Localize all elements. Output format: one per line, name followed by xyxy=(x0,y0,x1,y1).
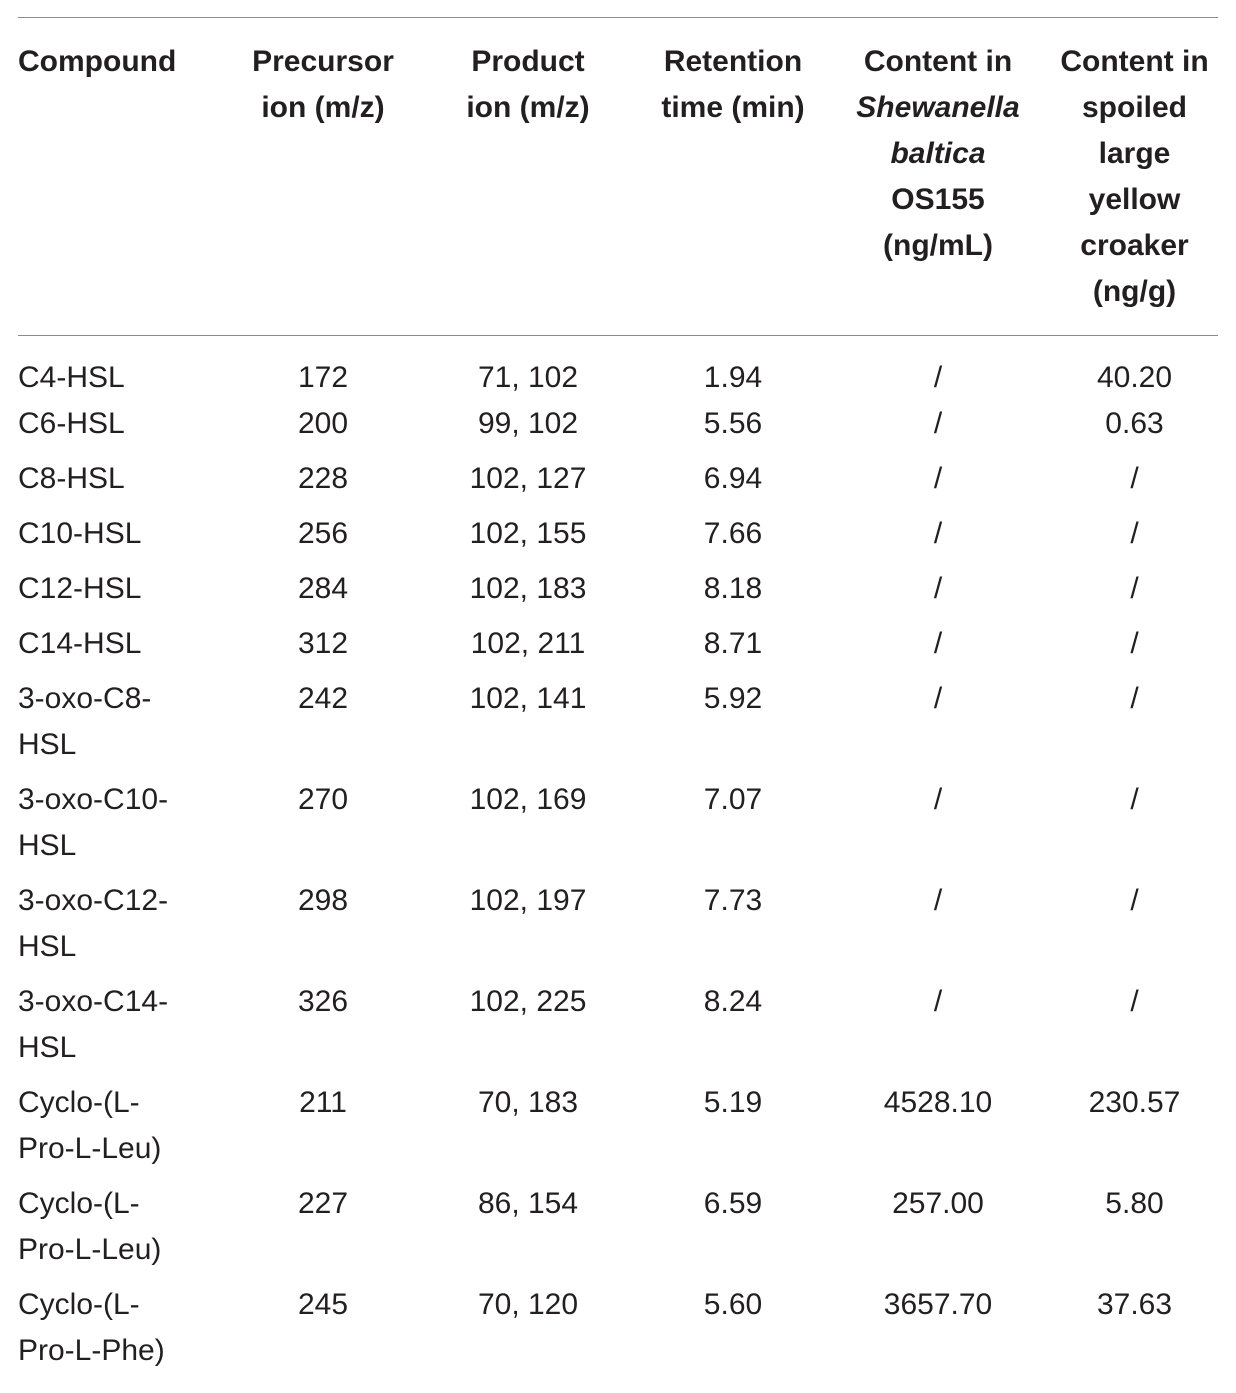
cell-content-shewanella: / xyxy=(933,462,943,495)
cell-product-ion: 102, 169 xyxy=(469,783,587,816)
cell-content-shewanella: / xyxy=(933,783,943,816)
cell-content-shewanella: / xyxy=(933,572,943,605)
cell-retention-time: 8.71 xyxy=(703,627,763,660)
cell-content-shewanella: / xyxy=(933,627,943,660)
cell-content-croaker: / xyxy=(1130,627,1139,660)
cell-product-ion: 102, 197 xyxy=(469,884,587,917)
cell-compound: Cyclo-(L- Pro-L-Leu) xyxy=(18,1187,162,1266)
cell-product-ion: 86, 154 xyxy=(477,1187,579,1220)
table-header xyxy=(18,18,1218,336)
cell-retention-time: 6.59 xyxy=(703,1187,763,1220)
cell-precursor-ion: 242 xyxy=(297,682,349,715)
compound-table xyxy=(18,17,1218,1383)
cell-content-shewanella: / xyxy=(933,985,943,1018)
cell-product-ion: 99, 102 xyxy=(477,407,579,440)
cell-content-croaker: / xyxy=(1130,517,1139,550)
cell-product-ion: 102, 141 xyxy=(469,682,587,715)
cell-product-ion: 70, 120 xyxy=(477,1288,579,1321)
cell-retention-time: 7.73 xyxy=(703,884,763,917)
table-row xyxy=(18,1282,1218,1383)
cell-content-shewanella: / xyxy=(933,517,943,550)
cell-retention-time: 6.94 xyxy=(703,462,763,495)
cell-content-croaker: 40.20 xyxy=(1096,361,1173,394)
cell-content-croaker: / xyxy=(1130,682,1139,715)
cell-retention-time: 7.66 xyxy=(703,517,763,550)
cell-compound: 3-oxo-C8- HSL xyxy=(18,682,152,761)
cell-compound: 3-oxo-C14- HSL xyxy=(18,985,169,1064)
cell-content-croaker: / xyxy=(1130,884,1139,917)
cell-precursor-ion: 228 xyxy=(297,462,349,495)
cell-product-ion: 102, 183 xyxy=(469,572,587,605)
cell-retention-time: 7.07 xyxy=(703,783,763,816)
table-row xyxy=(18,566,1218,621)
header-precursor-ion: Precursor ion (m/z) xyxy=(252,45,394,124)
cell-retention-time: 5.92 xyxy=(703,682,763,715)
cell-compound: C6-HSL xyxy=(18,407,125,440)
cell-content-croaker: / xyxy=(1130,572,1139,605)
table-row xyxy=(18,401,1218,456)
cell-precursor-ion: 256 xyxy=(297,517,349,550)
table-row xyxy=(18,777,1218,878)
cell-retention-time: 5.19 xyxy=(703,1086,763,1119)
cell-compound: 3-oxo-C12- HSL xyxy=(18,884,169,963)
header-compound: Compound xyxy=(18,45,177,78)
header-row xyxy=(18,18,1218,336)
cell-compound: C8-HSL xyxy=(18,462,125,495)
cell-content-shewanella: / xyxy=(933,682,943,715)
table-row xyxy=(18,878,1218,979)
cell-compound: Cyclo-(L- Pro-L-Phe) xyxy=(18,1288,165,1367)
header-content-shewanella: Content in Shewanella baltica OS155 (ng/mL) xyxy=(856,45,1020,262)
header-retention-time: Retention time (min) xyxy=(661,45,805,124)
cell-content-croaker: 5.80 xyxy=(1105,1187,1164,1220)
table-row xyxy=(18,676,1218,777)
cell-retention-time: 8.18 xyxy=(703,572,763,605)
cell-compound: Cyclo-(L- Pro-L-Leu) xyxy=(18,1086,162,1165)
cell-precursor-ion: 200 xyxy=(297,407,349,440)
cell-content-croaker: 230.57 xyxy=(1088,1086,1181,1119)
cell-content-shewanella: 257.00 xyxy=(892,1187,984,1220)
table-row xyxy=(18,1181,1218,1282)
header-product-ion: Product ion (m/z) xyxy=(466,45,590,124)
data-table-container xyxy=(18,17,1218,1383)
cell-precursor-ion: 284 xyxy=(297,572,349,605)
cell-product-ion: 102, 155 xyxy=(469,517,587,550)
table-row xyxy=(18,336,1218,402)
cell-content-croaker: / xyxy=(1130,985,1139,1018)
cell-retention-time: 8.24 xyxy=(703,985,763,1018)
cell-precursor-ion: 172 xyxy=(297,361,349,394)
table-row xyxy=(18,511,1218,566)
cell-content-shewanella: / xyxy=(933,361,943,394)
cell-precursor-ion: 245 xyxy=(297,1288,349,1321)
cell-product-ion: 71, 102 xyxy=(477,361,579,394)
cell-retention-time: 1.94 xyxy=(703,361,763,394)
cell-product-ion: 102, 225 xyxy=(469,985,587,1018)
cell-precursor-ion: 227 xyxy=(297,1187,349,1220)
cell-content-shewanella: / xyxy=(933,407,943,440)
cell-content-croaker: / xyxy=(1130,462,1139,495)
cell-retention-time: 5.60 xyxy=(703,1288,763,1321)
cell-compound: C14-HSL xyxy=(18,627,142,660)
cell-precursor-ion: 270 xyxy=(297,783,349,816)
cell-content-shewanella: 3657.70 xyxy=(883,1288,993,1321)
table-row xyxy=(18,456,1218,511)
cell-compound: 3-oxo-C10- HSL xyxy=(18,783,169,862)
cell-precursor-ion: 326 xyxy=(297,985,349,1018)
cell-content-shewanella: 4528.10 xyxy=(883,1086,993,1119)
table-row xyxy=(18,621,1218,676)
cell-retention-time: 5.56 xyxy=(703,407,763,440)
cell-precursor-ion: 211 xyxy=(299,1086,347,1119)
table-row xyxy=(18,979,1218,1080)
cell-content-croaker: 37.63 xyxy=(1096,1288,1173,1321)
cell-compound: C12-HSL xyxy=(18,572,142,605)
cell-precursor-ion: 312 xyxy=(297,627,349,660)
cell-product-ion: 70, 183 xyxy=(477,1086,579,1119)
table-body xyxy=(18,336,1218,1384)
cell-compound: C4-HSL xyxy=(18,361,125,394)
cell-precursor-ion: 298 xyxy=(297,884,349,917)
cell-content-shewanella: / xyxy=(933,884,943,917)
cell-content-croaker: / xyxy=(1130,783,1139,816)
header-content-croaker: Content in spoiled large yellow croaker (ng/g) xyxy=(1060,45,1209,308)
table-row xyxy=(18,1080,1218,1181)
cell-content-croaker: 0.63 xyxy=(1105,407,1164,440)
cell-compound: C10-HSL xyxy=(18,517,142,550)
cell-product-ion: 102, 127 xyxy=(469,462,587,495)
cell-product-ion: 102, 211 xyxy=(470,627,586,660)
